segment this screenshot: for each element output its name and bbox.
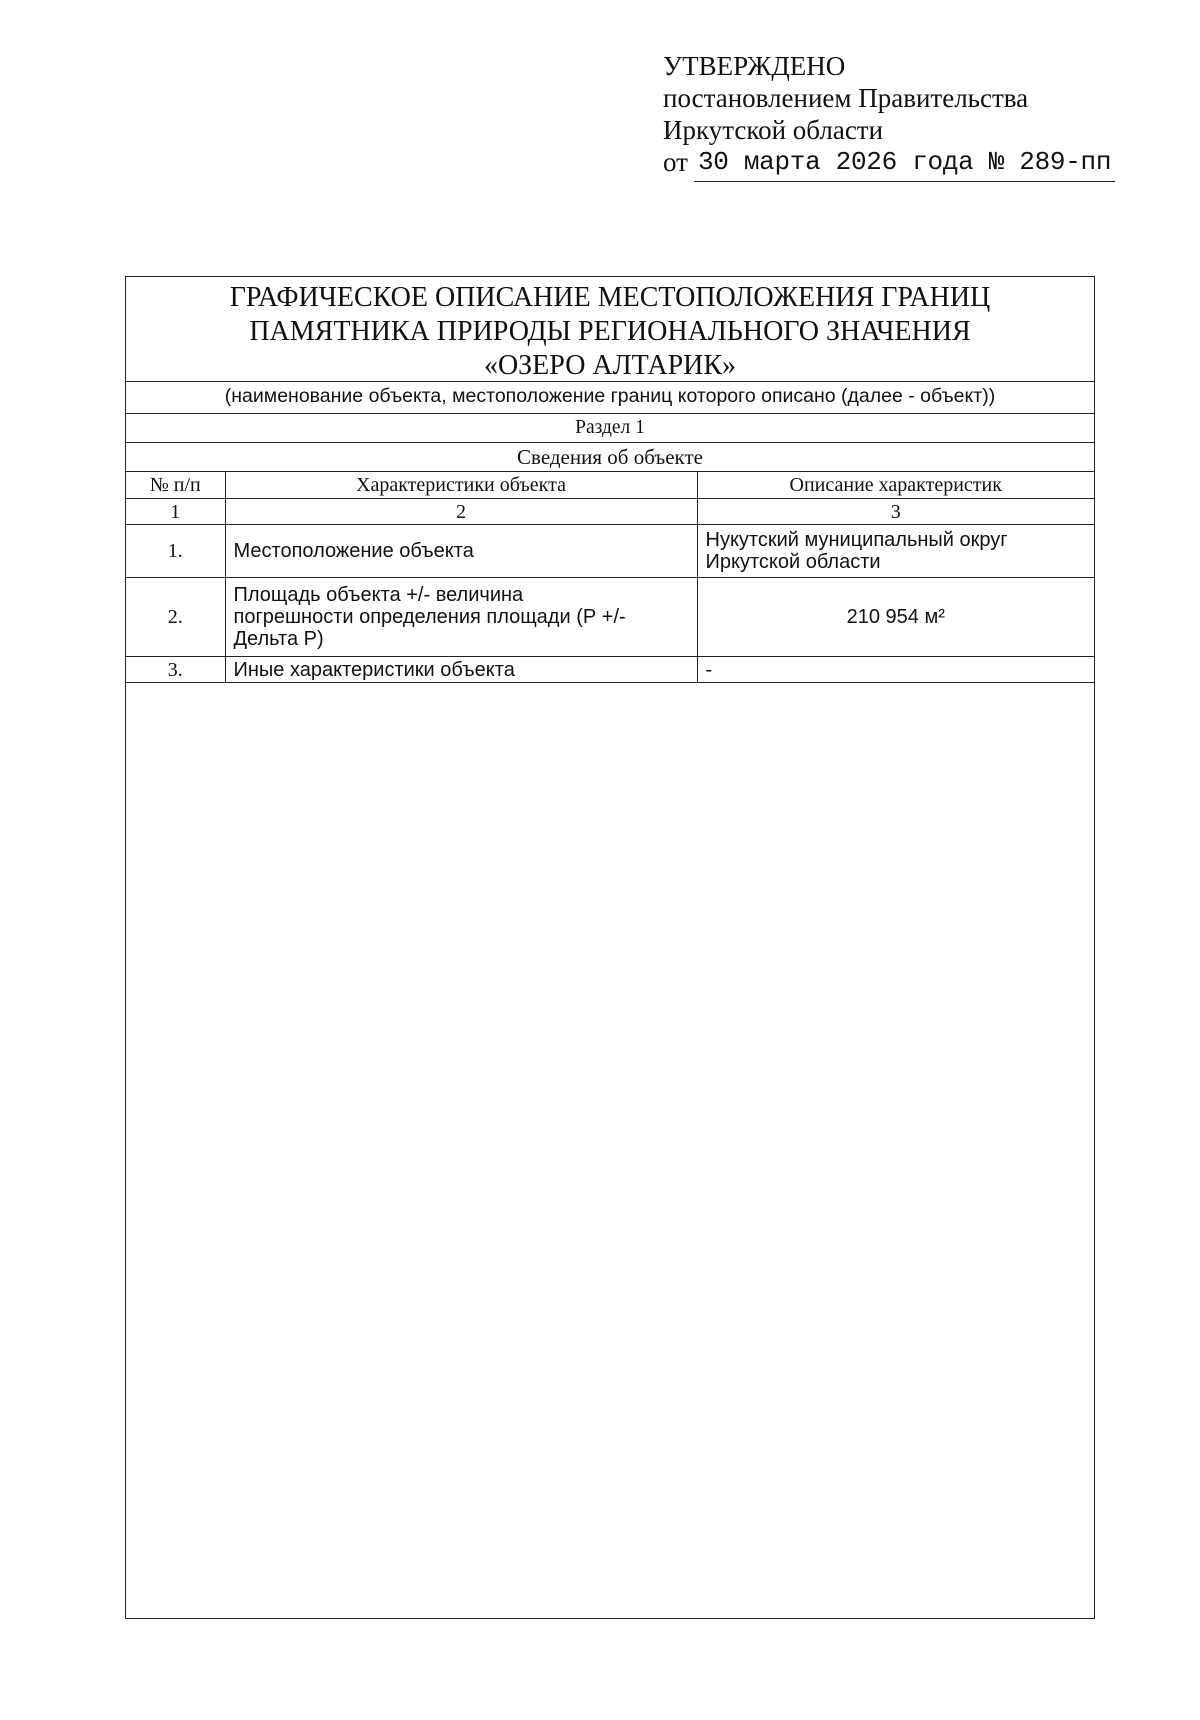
title-line-1: ГРАФИЧЕСКОЕ ОПИСАНИЕ МЕСТОПОЛОЖЕНИЯ ГРАНИЦ — [229, 282, 991, 313]
header-number: № п/п — [126, 472, 225, 499]
approval-heading: УТВЕРЖДЕНО — [663, 51, 846, 81]
document-frame — [125, 276, 1095, 1619]
row-description: 210 954 м² — [697, 578, 1094, 657]
approval-region: Иркутской области — [663, 115, 884, 145]
approval-stamp — [663, 50, 1123, 178]
table-header-row — [126, 472, 1094, 499]
row-number: 2. — [126, 578, 225, 657]
row-number: 1. — [126, 525, 225, 578]
row-number: 3. — [126, 657, 225, 683]
object-caption: (наименование объекта, местоположение границ которого описано (далее - объект)) — [126, 381, 1094, 413]
column-number-3: 3 — [697, 499, 1094, 525]
approval-date-prefix: от — [663, 147, 688, 177]
title-line-2: ПАМЯТНИКА ПРИРОДЫ РЕГИОНАЛЬНОГО ЗНАЧЕНИЯ — [249, 316, 971, 347]
approval-date-line — [663, 146, 1123, 178]
row-characteristic: Иные характеристики объекта — [225, 657, 697, 683]
characteristic-line: Площадь объекта +/- величина — [233, 584, 524, 606]
row-description — [697, 525, 1094, 578]
column-number-2: 2 — [225, 499, 697, 525]
section-heading: Раздел 1 — [126, 413, 1094, 442]
table-row — [126, 525, 1094, 578]
characteristic-line: погрешности определения площади (Р +/- — [233, 606, 626, 628]
subsection-heading: Сведения об объекте — [126, 442, 1094, 471]
row-characteristic — [225, 578, 697, 657]
table-row — [126, 578, 1094, 657]
object-info-table — [126, 471, 1094, 683]
header-characteristic: Характеристики объекта — [225, 472, 697, 499]
description-line: Иркутской области — [705, 551, 881, 573]
column-number-1: 1 — [126, 499, 225, 525]
description-line: Нукутский муниципальный округ — [705, 529, 1008, 551]
row-description: - — [697, 657, 1094, 683]
document-title — [126, 277, 1094, 381]
row-characteristic: Местоположение объекта — [225, 525, 697, 578]
header-description: Описание характеристик — [697, 472, 1094, 499]
title-line-3: «ОЗЕРО АЛТАРИК» — [483, 350, 737, 381]
approval-authority: постановлением Правительства — [663, 83, 1029, 113]
table-row — [126, 657, 1094, 683]
column-number-row — [126, 499, 1094, 525]
characteristic-line: Дельта Р) — [233, 628, 324, 650]
approval-date-value: 30 марта 2026 года № 289-пп — [694, 146, 1115, 182]
